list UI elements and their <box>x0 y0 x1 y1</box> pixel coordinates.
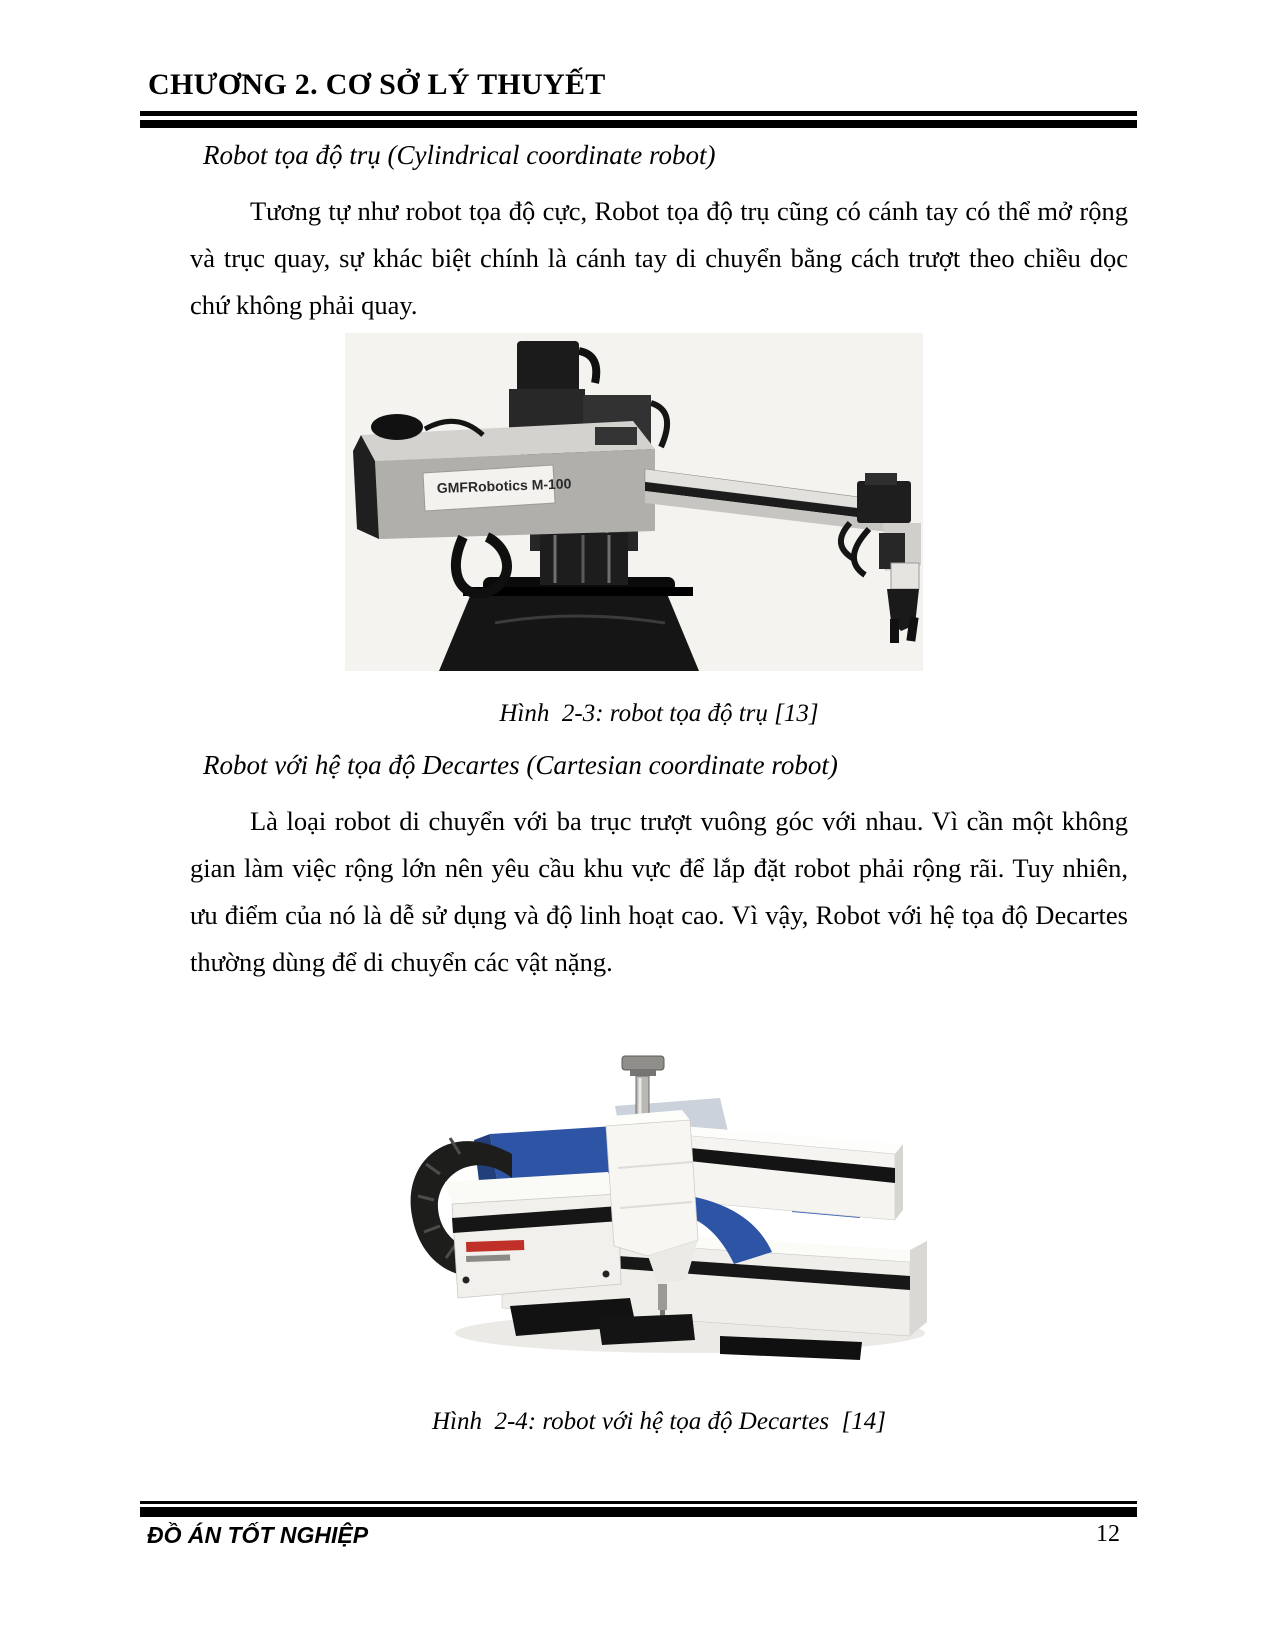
chapter-header-title: CHƯƠNG 2. CƠ SỞ LÝ THUYẾT <box>148 68 606 101</box>
page-number: 12 <box>1096 1521 1120 1547</box>
figure-cartesian-robot-photo <box>390 988 935 1363</box>
figure-cylindrical-robot-photo <box>345 333 923 671</box>
figure-2-3-caption: Hình 2-3: robot tọa độ trụ [13] <box>499 700 819 727</box>
robot-model-label: GMFRobotics M-100 <box>436 475 572 496</box>
footer-double-rule <box>140 1501 1137 1517</box>
section1-paragraph: Tương tự như robot tọa độ cực, Robot tọa độ trụ cũng có cánh tay có thể mở rộng và trục quay, sự khác biệt chính là cánh tay di chuyển bằng cách trượt theo chiều dọc chứ không phải quay. <box>190 196 1128 320</box>
robot-arm-housing <box>353 414 655 539</box>
section2-paragraph: Là loại robot di chuyển với ba trục trượt vuông góc với nhau. Vì cần một không gian làm việc rộng lớn nên yêu cầu khu vực để lắp đặt robot phải rộng rãi. Tuy nhiên, ưu điểm của nó là dễ sử dụng và độ linh hoạt cao. Vì vậy, Robot với hệ tọa độ Decartes thường dùng để di chuyển các vật nặng. <box>190 806 1128 977</box>
red-brand-label <box>466 1240 524 1252</box>
header-double-rule <box>140 111 1137 129</box>
section1-heading: Robot tọa độ trụ (Cylindrical coordinate robot) <box>203 140 716 170</box>
figure-2-4-caption: Hình 2-4: robot với hệ tọa độ Decartes [14] <box>431 1408 887 1435</box>
section2-heading: Robot với hệ tọa độ Decartes (Cartesian coordinate robot) <box>203 750 838 780</box>
footer-document-label: ĐỒ ÁN TỐT NGHIỆP <box>147 1522 369 1548</box>
y-carriage-box <box>445 1172 621 1298</box>
